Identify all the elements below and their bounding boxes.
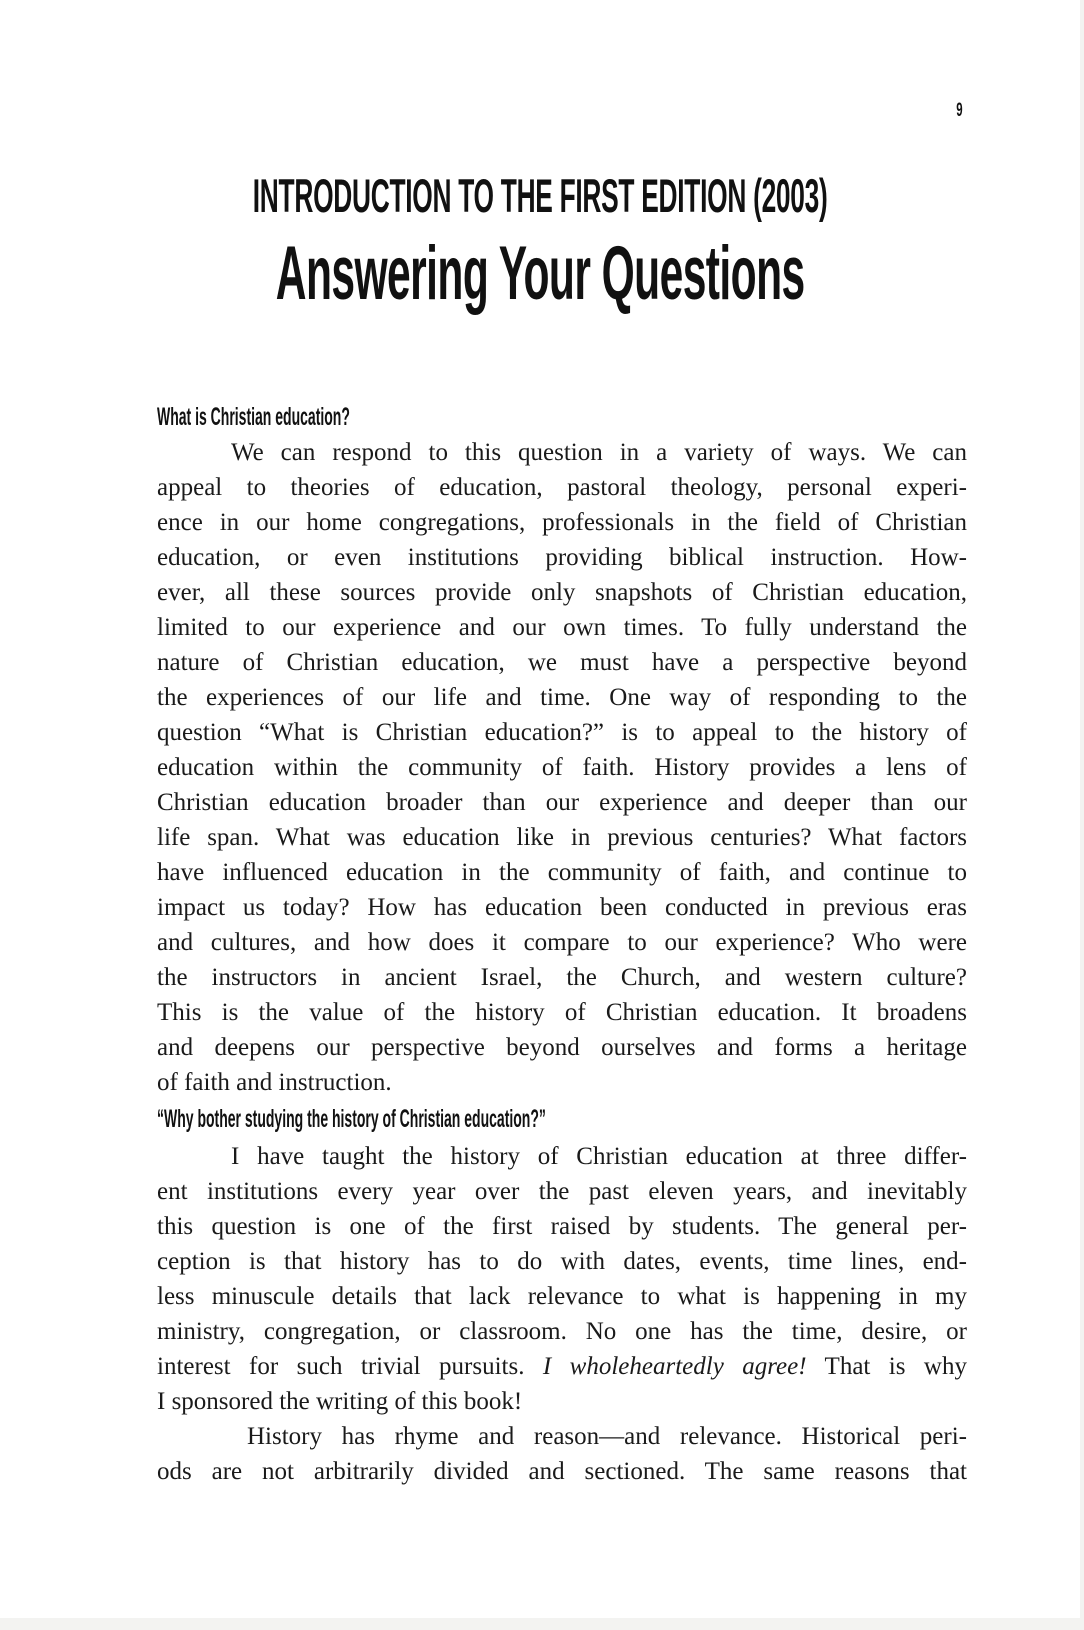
text-line: and cultures, and how does it compare to our experience? Who were — [157, 929, 967, 956]
text-line: the experiences of our life and time. One way of responding to the — [157, 684, 967, 711]
text-line: education within the community of faith. History provides a lens of — [157, 754, 967, 781]
text-line: This is the value of the history of Christian education. It broadens — [157, 999, 967, 1026]
text-line: ent institutions every year over the past eleven years, and inevitably — [157, 1178, 967, 1205]
text-line: ence in our home congregations, professionals in the field of Christian — [157, 509, 967, 536]
text-line: We can respond to this question in a variety of ways. We can — [231, 439, 967, 466]
text-line: Christian education broader than our experience and deeper than our — [157, 789, 967, 816]
text-line: ministry, congregation, or classroom. No one has the time, desire, or — [157, 1318, 967, 1345]
text-line: have influenced education in the community of faith, and continue to — [157, 859, 967, 886]
chapter-title — [0, 230, 1080, 317]
subheading-why-bother: “Why bother studying the history of Christian education?” — [157, 1105, 546, 1133]
page-number: 9 — [956, 100, 963, 121]
text-line: question “What is Christian education?” is to appeal to the history of — [157, 719, 967, 746]
chapter-label — [0, 168, 1080, 223]
text-line: limited to our experience and our own times. To fully understand the — [157, 614, 967, 641]
text-fragment: That is why — [806, 1353, 967, 1380]
paragraph-rhyme-reason — [157, 1419, 967, 1489]
text-line: I have taught the history of Christian education at three differ- — [231, 1143, 967, 1170]
text-line: less minuscule details that lack relevance to what is happening in my — [157, 1283, 967, 1310]
text-fragment: interest for such trivial pursuits. — [157, 1353, 543, 1380]
body-text — [157, 400, 967, 1489]
text-line: ception is that history has to do with dates, events, time lines, end- — [157, 1248, 967, 1275]
text-line: of faith and instruction. — [157, 1069, 392, 1096]
text-line: History has rhyme and reason—and relevance. Historical peri- — [247, 1423, 967, 1450]
text-line: impact us today? How has education been conducted in previous eras — [157, 894, 967, 921]
text-line: ods are not arbitrarily divided and sectioned. The same reasons that — [157, 1458, 967, 1485]
chapter-label-text: INTRODUCTION TO THE FIRST EDITION (2003) — [252, 169, 828, 222]
text-line-with-emphasis — [157, 1349, 967, 1384]
emphasis-text: I wholeheartedly agree! — [542, 1353, 807, 1380]
text-line: education, or even institutions providing biblical instruction. How- — [157, 544, 967, 571]
text-line: ever, all these sources provide only snapshots of Christian education, — [157, 579, 967, 606]
paragraph-what-is — [157, 435, 967, 1100]
chapter-title-text: Answering Your Questions — [275, 231, 805, 316]
text-line: this question is one of the first raised by students. The general per- — [157, 1213, 967, 1240]
text-line: I sponsored the writing of this book! — [157, 1388, 523, 1415]
text-line: nature of Christian education, we must have a perspective beyond — [157, 649, 967, 676]
paragraph-why-bother — [157, 1139, 967, 1419]
text-line: life span. What was education like in previous centuries? What factors — [157, 824, 967, 851]
text-line: the instructors in ancient Israel, the Church, and western culture? — [157, 964, 967, 991]
text-line: and deepens our perspective beyond ourselves and forms a heritage — [157, 1034, 967, 1061]
text-line: appeal to theories of education, pastoral theology, personal experi- — [157, 474, 967, 501]
subheading-what-is: What is Christian education? — [157, 403, 350, 431]
